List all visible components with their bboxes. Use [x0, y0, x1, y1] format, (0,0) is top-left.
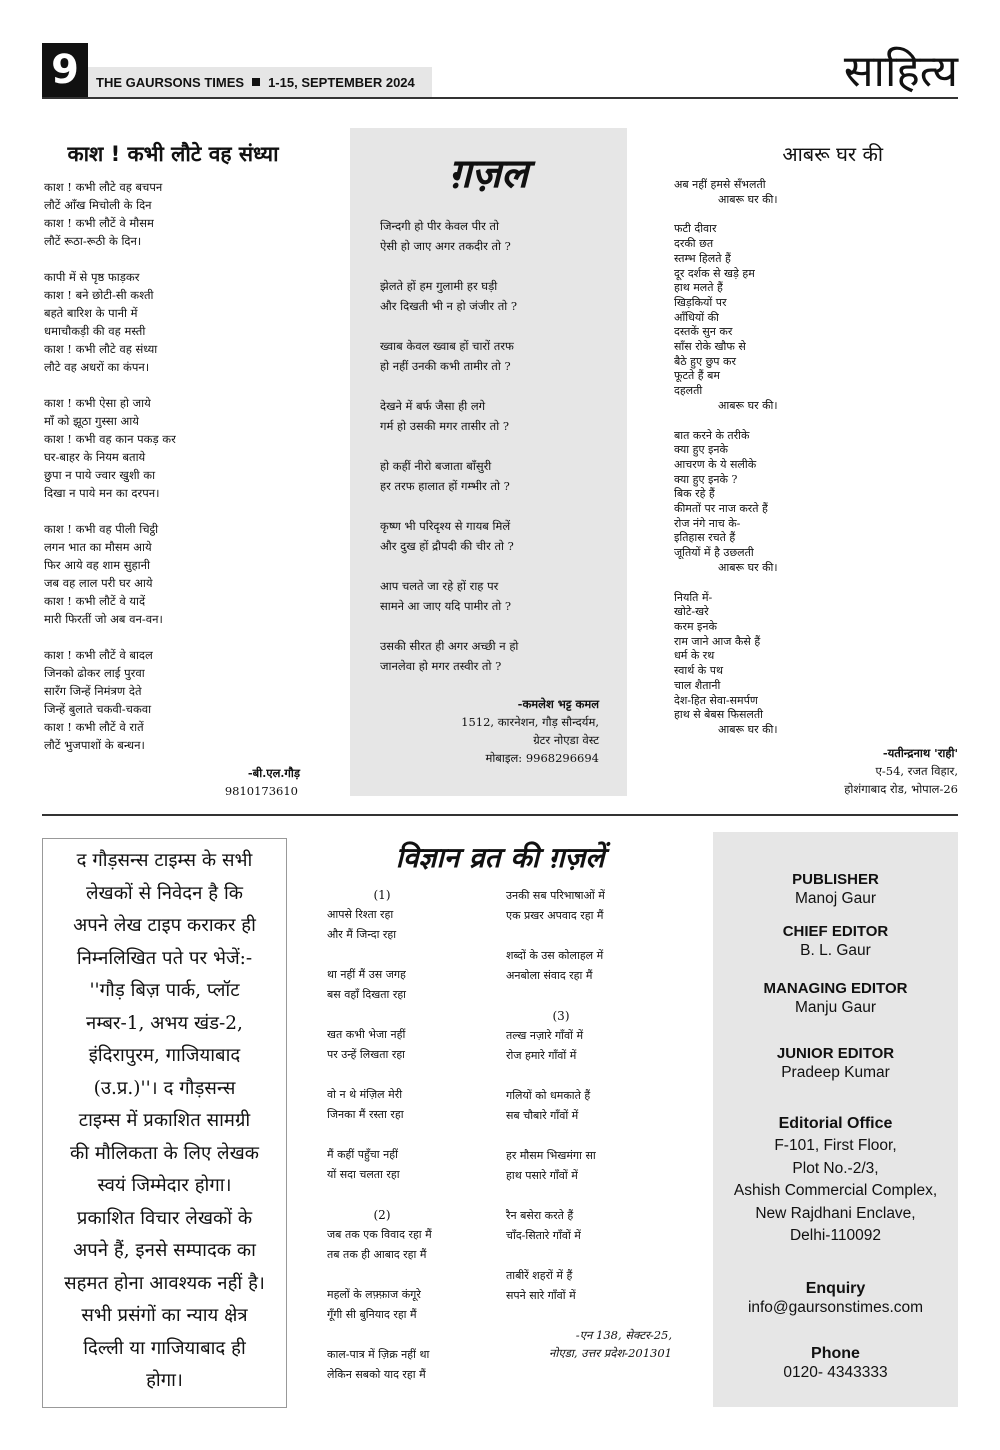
poem-line: खोटे-खरे [674, 605, 709, 619]
stanza-break [327, 1325, 437, 1345]
office-address-line: Ashish Commercial Complex, [733, 1182, 938, 1199]
issue-date: 1-15, SEPTEMBER 2024 [268, 75, 415, 90]
stanza-break [674, 576, 958, 591]
author-name: -कमलेश भट्ट कमल [517, 697, 599, 711]
ghazal-title: ग़ज़ल [448, 150, 529, 197]
notice-line: दिल्ली या गाजियाबाद ही [83, 1337, 246, 1359]
poem-line: अब नहीं हमसे सँभलती [674, 178, 766, 191]
poem-line: हो नहीं उनकी कभी तामीर तो ? [380, 359, 511, 373]
office-address-line: Plot No.-2/3, [792, 1159, 879, 1177]
notice-line: द गौड़सन्स टाइम्स के सभी [76, 850, 253, 871]
author-address-line: ग्रेटर नोएडा वेस्ट [533, 733, 599, 747]
stanza-break [380, 616, 518, 636]
stanza-break [327, 1065, 437, 1085]
poem-line: जिन्दगी हो पीर केवल पीर तो [380, 219, 499, 233]
enquiry-block [713, 1279, 958, 1318]
poem-line: लगन भात का मौसम आये [44, 540, 152, 554]
stanza-break [380, 496, 518, 516]
poem-line: माँ को झूठा गुस्सा आये [44, 414, 139, 428]
poem-line: लौटें रूठा-रूठी के दिन। [44, 234, 142, 248]
notice-line: अपने हैं, इनसे सम्पादक का [73, 1240, 256, 1261]
poem-line: बैठे हुए छुप कर [674, 354, 736, 368]
poem-body [42, 178, 304, 754]
stanza-break [380, 376, 518, 396]
poem-line: मैं कहीं पहुँचा नहीं [327, 1148, 398, 1161]
notice-line: टाइम्स में प्रकाशित सामग्री [78, 1110, 251, 1131]
poem-line: जिन्हें बुलाते चकवी-चकवा [44, 702, 152, 716]
poem-line: आबरू घर की। [718, 560, 778, 574]
stanza-break [327, 1005, 437, 1025]
poem-line: साँस रोके खौफ से [674, 340, 746, 354]
poem-line: स्तम्भ हिलते हैं [674, 251, 731, 265]
poem-line: बिक रहे हैं [674, 487, 715, 501]
poem-line: चाँद-सितारे गाँवों में [506, 1229, 581, 1242]
stanza-break [44, 250, 304, 268]
poem-line: काश ! कभी लौटें वे बादल [44, 648, 153, 662]
poem-line: फटी दीवार [674, 222, 717, 236]
notice-line: की मौलिकता के लिए लेखक [70, 1142, 259, 1164]
poem-line: दस्तकें सुन कर [674, 325, 733, 339]
notice-line: नम्बर-1, अभय खंड-2, [86, 1012, 243, 1034]
chief-editor-block [713, 922, 958, 961]
office-address-line: New Rajdhani Enclave, [755, 1204, 916, 1222]
office-address-line: F-101, First Floor, [774, 1137, 897, 1154]
chief-editor-label: CHIEF EDITOR [782, 923, 889, 940]
poem-line: सारँग जिन्हें निमंत्रण देते [44, 684, 142, 698]
poem-line: और दुख हों द्रौपदी की चीर तो ? [380, 539, 514, 553]
publisher-label: PUBLISHER [792, 871, 879, 888]
poem-line: दूर दर्शक से खड़े हम [674, 266, 755, 280]
poem-line: रोज हमारे गाँवों में [506, 1049, 577, 1062]
poem-line: काश ! कभी लौटे वह संध्या [44, 342, 158, 356]
author-name: -यतीन्द्रनाथ 'राही' [882, 745, 958, 760]
editorial-office-block [713, 1113, 958, 1248]
poem-line: और मैं जिन्दा रहा [327, 928, 397, 941]
poem-line: आबरू घर की। [718, 398, 778, 412]
poem-line: चाल शैतानी [674, 678, 721, 692]
poem-line: ख्वाब केवल ख्वाब हों चारों तरफ [380, 339, 514, 353]
poem-line: इतिहास रचते हैं [674, 531, 736, 545]
stanza-break [380, 256, 518, 276]
poem-line: जब वह लाल परी घर आये [44, 576, 153, 590]
poem-byline [42, 764, 300, 800]
poem-line: उनकी सब परिभाषाओं में [506, 889, 605, 902]
junior-editor-name: Pradeep Kumar [781, 1064, 890, 1081]
poem-line: दहलती [674, 384, 703, 398]
poem-line: काश ! कभी लौटे वह बचपन [44, 180, 163, 194]
poem-line: काश ! कभी लौटें वे मौसम [44, 216, 154, 230]
poem-line: लौटें आँख मिचोली के दिन [44, 198, 152, 212]
poem-line: बस वहाँ दिखता रहा [327, 988, 407, 1001]
poem-line: तल्ख नज़ारे गाँवों में [506, 1029, 584, 1042]
poem-line: देखने में बर्फ जैसा ही लगे [380, 399, 486, 413]
poem-line: सामने आ जाए यदि पामीर तो ? [380, 599, 512, 613]
poem-body [674, 178, 958, 738]
poem-line: एक प्रखर अपवाद रहा मैं [506, 909, 604, 922]
poem-line: हाथ से बेबस फिसलती [674, 708, 763, 722]
stanza-break [380, 556, 518, 576]
poem-line: खत कभी भेजा नहीं [327, 1028, 406, 1041]
publisher-block [713, 870, 958, 909]
notice-line: इंदिरापुरम, गाजियाबाद [88, 1045, 241, 1066]
chief-editor-name: B. L. Gaur [800, 942, 871, 959]
junior-editor-label: JUNIOR EDITOR [776, 1045, 895, 1062]
ghazal-number: (3) [552, 1009, 570, 1023]
stanza-break [380, 436, 518, 456]
author-address-line: 1512, कारनेशन, गौड़ सौन्दर्यम, [461, 715, 599, 729]
notice-line: लेखकों से निवेदन है कि [86, 882, 243, 904]
stanza-break [674, 414, 958, 429]
poem-line: करम इनके [674, 619, 717, 633]
poem-line: आबरू घर की। [718, 192, 778, 206]
vigyan-column-1 [327, 885, 437, 1385]
poem-aabru [674, 140, 958, 798]
enquiry-label: Enquiry [805, 1280, 866, 1297]
poem-line: धमाचौकड़ी की वह मस्ती [44, 324, 146, 338]
poem-line: पर उन्हें लिखता रहा [327, 1048, 406, 1061]
poem-line: राम जाने आज कैसे हैं [674, 634, 761, 648]
section-divider [42, 814, 958, 816]
page-number: 9 [42, 43, 88, 98]
poem-line: काश ! कभी लौटें वे रातें [44, 720, 144, 734]
poem-line: कृष्ण भी परिदृश्य से गायब मिलें [380, 519, 511, 533]
poem-line: क्या हुए इनके [674, 443, 728, 457]
poem-line: काश ! कभी वह पीली चिट्ठी [44, 522, 159, 536]
poem-line: फूटते हैं बम [674, 369, 720, 383]
masthead-band [88, 67, 432, 98]
poem-line: काश ! कभी ऐसा हो जाये [44, 396, 151, 410]
poem-line: सपने सारे गाँवों में [506, 1289, 576, 1302]
poem-line: नियति में- [674, 590, 713, 604]
poem-line: रोज नंगे नाच के- [674, 516, 741, 530]
publication-name: THE GAURSONS TIMES [96, 75, 245, 90]
poem-line: गलियों को धमकाते हैं [506, 1089, 591, 1102]
managing-editor-block [713, 979, 958, 1018]
vigyan-column-2 [506, 886, 616, 1306]
poem-line: बहते बारिश के पानी में [44, 306, 138, 320]
enquiry-email: info@gaursonstimes.com [747, 1299, 924, 1316]
poem-line: आबरू घर की। [718, 722, 778, 736]
author-address-line: -एन 138, सेक्टर-25, [575, 1328, 672, 1342]
poem-title: काश ! कभी लौटे वह संध्या [67, 142, 279, 166]
poem-line: कापी में से पृष्ठ फाड़कर [44, 270, 140, 284]
poem-line: काश ! बने छोटी-सी कश्ती [44, 288, 154, 302]
stanza-break [327, 945, 437, 965]
poem-line: गर्म हो उसकी मगर तासीर तो ? [380, 419, 509, 433]
notice-line: सभी प्रसंगों का न्याय क्षेत्र [81, 1305, 248, 1326]
poem-line: जब तक एक विवाद रहा मैं [327, 1228, 432, 1241]
ghazal-byline [461, 695, 599, 767]
stanza-break [506, 926, 616, 946]
poem-line: गूँगी सी बुनियाद रहा मैं [327, 1308, 417, 1321]
poem-line: रैन बसेरा करते हैं [506, 1209, 574, 1222]
author-address-line: नोएडा, उत्तर प्रदेश-201301 [548, 1346, 672, 1360]
poem-line: आप चलते जा रहे हों राह पर [380, 579, 499, 593]
author-phone: 9810173610 [224, 784, 298, 798]
editorial-office-address [713, 1135, 958, 1248]
author-name: -बी.एल.गौड़ [247, 766, 300, 780]
poem-line: दरकी छत [674, 237, 714, 251]
stanza-break [506, 1066, 616, 1086]
poem-title: आबरू घर की [782, 142, 883, 166]
notice-line: (उ.प्र.)''। द गौड़सन्स [93, 1077, 236, 1099]
poem-line: कीमतों पर नाज करते हैं [674, 502, 768, 516]
poem-line: काश ! कभी वह कान पकड़ कर [44, 432, 176, 446]
poem-line: अनबोला संवाद रहा मैं [506, 969, 593, 982]
office-address-line: Delhi-110092 [789, 1227, 882, 1244]
managing-editor-label: MANAGING EDITOR [763, 980, 908, 997]
poem-line: हर तरफ हालात हों गम्भीर तो ? [380, 479, 510, 493]
stanza-break [327, 1125, 437, 1145]
stanza-break [44, 376, 304, 394]
notice-line: ''गौड़ बिज़ पार्क, प्लॉट [89, 980, 240, 1001]
poem-line: दिखा न पाये मन का दरपन। [44, 486, 160, 500]
poem-kaash [42, 140, 304, 800]
square-bullet-icon [252, 78, 260, 86]
notice-line: स्वयं जिम्मेदार होगा। [97, 1175, 232, 1196]
stanza-break [506, 986, 616, 1006]
poem-line: जिनको ढोकर लाई पुरवा [44, 666, 145, 680]
poem-line: फिर आये वह शाम सुहानी [44, 558, 150, 572]
header-divider [42, 97, 958, 99]
poem-line: उसकी सीरत ही अगर अच्छी न हो [380, 639, 519, 653]
poem-byline [674, 744, 958, 798]
poem-line: काश ! कभी लौटें वे यादें [44, 594, 146, 608]
poem-line: हो कहीं नीरो बजाता बाँसुरी [380, 459, 492, 473]
junior-editor-block [713, 1044, 958, 1083]
poem-line: और दिखती भी न हो जंजीर तो ? [380, 299, 518, 313]
poem-line: लौटे वह अधरों का कंपन। [44, 360, 150, 374]
poem-line: महलों के लफ़्फ़ाज कंगूरे [327, 1288, 421, 1301]
poem-line: हाथ पसारे गाँवों में [506, 1169, 578, 1182]
notice-line: निम्नलिखित पते पर भेजें:- [76, 947, 253, 969]
stanza-break [506, 1246, 616, 1266]
publisher-box [713, 832, 958, 1407]
notice-line: होगा। [146, 1370, 183, 1391]
poem-line: था नहीं मैं उस जगह [327, 968, 406, 981]
ghazal-body [380, 216, 518, 676]
poem-line: यों सदा चलता रहा [327, 1168, 400, 1181]
poem-line: स्वार्थ के पथ [674, 664, 723, 678]
poem-line: जानलेवा हो मगर तस्वीर तो ? [380, 659, 502, 673]
stanza-break [44, 628, 304, 646]
poem-line: आपसे रिश्ता रहा [327, 908, 394, 921]
poem-line: सब चौबारे गाँवों में [506, 1109, 579, 1122]
poem-line: लेकिन सबको याद रहा मैं [327, 1368, 426, 1381]
stanza-break [327, 1265, 437, 1285]
author-mobile: मोबाइल: 9968296694 [485, 751, 599, 765]
notice-line: अपने लेख टाइप कराकर ही [73, 915, 256, 936]
poem-line: देश-हित सेवा-समर्पण [674, 693, 758, 707]
poem-line: छुपा न पाये ज्वार खुशी का [44, 468, 156, 482]
author-address-line: ए-54, रजत विहार, [875, 763, 958, 778]
ghazal-box [350, 128, 627, 796]
section-title: साहित्य [843, 46, 958, 97]
poem-line: लौटें भुजपाशों के बन्धन। [44, 738, 145, 752]
poem-line: मारी फिरतीं जो अब वन-वन। [44, 612, 163, 626]
phone-number: 0120- 4343333 [783, 1364, 888, 1381]
poem-line: ऐसी हो जाए अगर तकदीर तो ? [380, 239, 511, 253]
poem-line: तब तक ही आबाद रहा मैं [327, 1248, 427, 1261]
stanza-break [327, 1185, 437, 1205]
poem-line: काल-पात्र में ज़िक्र नहीं था [327, 1348, 430, 1361]
poem-line: धर्म के रथ [674, 649, 715, 663]
poem-line: हर मौसम भिखमंगा सा [506, 1149, 596, 1162]
poem-line: बात करने के तरीके [674, 428, 750, 442]
stanza-break [44, 502, 304, 520]
vigyan-byline [500, 1326, 672, 1362]
vigyan-title: विज्ञान व्रत की ग़ज़लें [395, 841, 605, 874]
ghazal-number: (1) [373, 888, 391, 902]
poem-line: आँधियों की [674, 310, 719, 324]
notice-line: सहमत होना आवश्यक नहीं है। [64, 1272, 265, 1294]
publisher-name: Manoj Gaur [795, 890, 876, 907]
poem-line: जूतियों में है उछलती [674, 546, 754, 560]
notice-line: प्रकाशित विचार लेखकों के [76, 1207, 253, 1229]
phone-label: Phone [811, 1345, 860, 1362]
poem-line: ताबीरें शहरों में हैं [506, 1269, 573, 1282]
poem-line: हाथ मलते हैं [674, 281, 723, 295]
poem-line: जिनका मैं रस्ता रहा [327, 1108, 404, 1121]
stanza-break [506, 1126, 616, 1146]
phone-block [713, 1344, 958, 1383]
author-notice-box [42, 838, 287, 1408]
editorial-office-label: Editorial Office [778, 1115, 893, 1132]
stanza-break [506, 1186, 616, 1206]
poem-line: आचरण के ये सलीके [674, 457, 757, 471]
stanza-break [674, 207, 958, 222]
poem-line: खिड़कियों पर [674, 295, 727, 309]
poem-line: शब्दों के उस कोलाहल में [506, 949, 604, 962]
stanza-break [380, 316, 518, 336]
poem-line: क्या हुए इनके ? [674, 472, 738, 486]
poem-line: झेलते हों हम गुलामी हर घड़ी [380, 279, 498, 293]
ghazal-number: (2) [373, 1208, 391, 1222]
managing-editor-name: Manju Gaur [795, 999, 876, 1016]
poem-line: घर-बाहर के नियम बताये [44, 450, 146, 464]
poem-line: वो न थे मंज़िल मेरी [327, 1088, 403, 1101]
author-address-line: होशंगाबाद रोड, भोपाल-26 [844, 781, 958, 796]
